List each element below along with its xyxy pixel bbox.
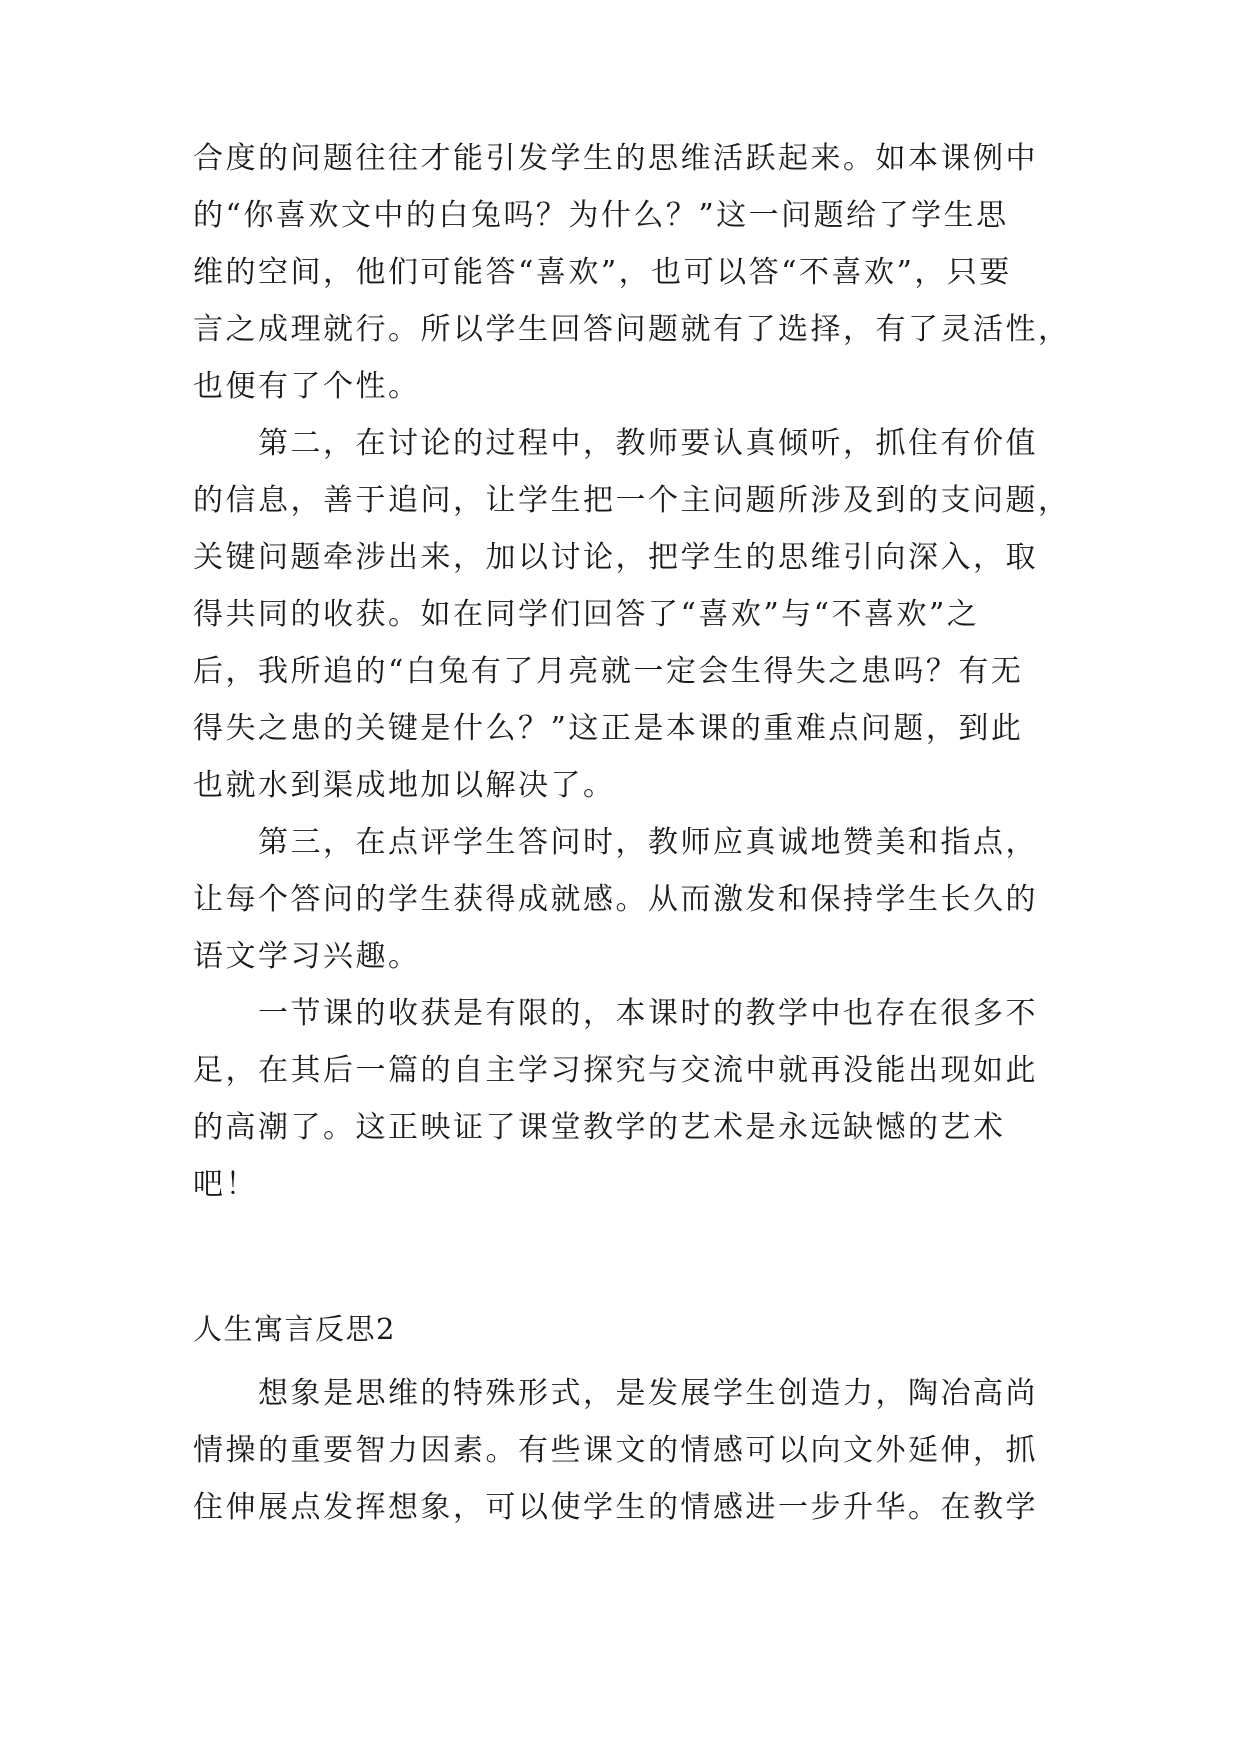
paragraph-4-line-2: 足，在其后一篇的自主学习探究与交流中就再没能出现如此: [193, 1053, 1038, 1088]
paragraph-3-line-2: 让每个答问的学生获得成就感。从而激发和保持学生长久的: [193, 882, 1038, 917]
paragraph-3-line-3: 语文学习兴趣。: [193, 939, 421, 974]
section-heading: 人生寓言反思2: [193, 1312, 396, 1346]
paragraph-1-line-4: 言之成理就行。所以学生回答问题就有了选择，有了灵活性，: [193, 312, 1071, 347]
paragraph-5-line-2: 情操的重要智力因素。有些课文的情感可以向文外延伸，抓: [193, 1433, 1038, 1468]
paragraph-2-line-1: 第二，在讨论的过程中，教师要认真倾听，抓住有价值: [258, 426, 1038, 461]
paragraph-2-line-5: 后，我所追的“白兔有了月亮就一定会生得失之患吗？有无: [193, 654, 1024, 689]
paragraph-4-line-1: 一节课的收获是有限的，本课时的教学中也存在很多不: [258, 996, 1038, 1031]
paragraph-2-line-3: 关键问题牵涉出来，加以讨论，把学生的思维引向深入，取: [193, 540, 1038, 575]
paragraph-4-line-3: 的高潮了。这正映证了课堂教学的艺术是永远缺憾的艺术: [193, 1110, 1006, 1145]
paragraph-5-line-3: 住伸展点发挥想象，可以使学生的情感进一步升华。在教学: [193, 1490, 1038, 1525]
paragraph-2-line-7: 也就水到渠成地加以解决了。: [193, 768, 616, 803]
paragraph-5-line-1: 想象是思维的特殊形式，是发展学生创造力，陶冶高尚: [258, 1376, 1038, 1411]
paragraph-3-line-1: 第三，在点评学生答问时，教师应真诚地赞美和指点，: [258, 825, 1038, 860]
paragraph-2-line-6: 得失之患的关键是什么？”这正是本课的重难点问题，到此: [193, 711, 1024, 746]
paragraph-4-line-4: 吧！: [193, 1167, 258, 1202]
paragraph-1-line-2: 的“你喜欢文中的白兔吗？为什么？”这一问题给了学生思: [193, 198, 1009, 233]
paragraph-1-line-3: 维的空间，他们可能答“喜欢”，也可以答“不喜欢”，只要: [193, 255, 1012, 290]
paragraph-1-line-1: 合度的问题往往才能引发学生的思维活跃起来。如本课例中: [193, 141, 1038, 176]
paragraph-2-line-4: 得共同的收获。如在同学们回答了“喜欢”与“不喜欢”之: [193, 597, 980, 632]
paragraph-2-line-2: 的信息，善于追问，让学生把一个主问题所涉及到的支问题，: [193, 483, 1071, 518]
paragraph-1-line-5: 也便有了个性。: [193, 369, 421, 404]
